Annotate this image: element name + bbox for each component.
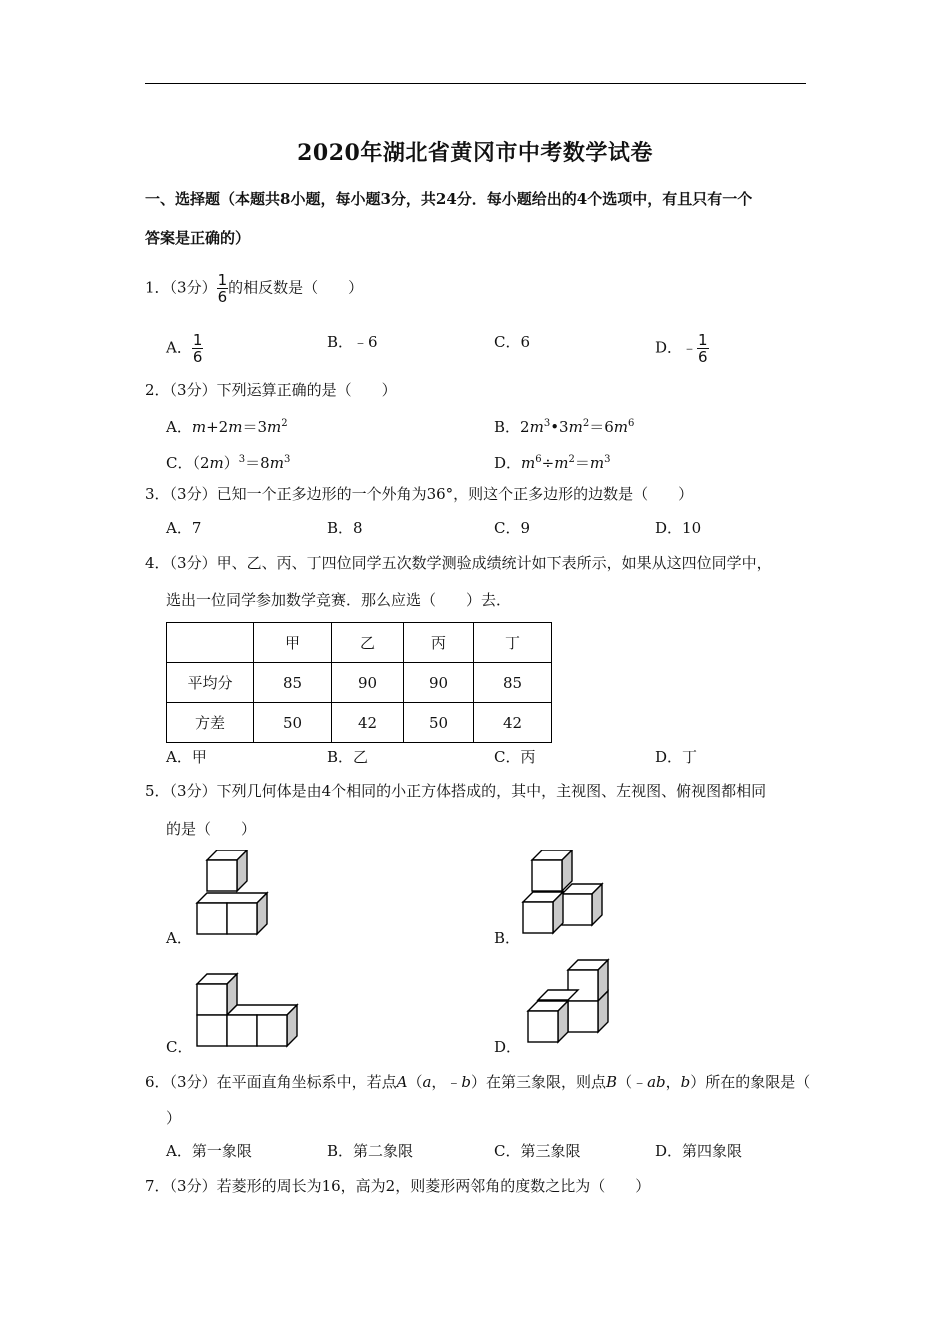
table-cell: 42 xyxy=(474,703,552,743)
cube-figure-b xyxy=(520,850,615,942)
q5-option-a[interactable]: A． xyxy=(166,929,192,947)
q6-option-c[interactable]: C．第三象限 xyxy=(494,1142,581,1160)
q2-option-a[interactable]: A．$m+2m=3m^2$ xyxy=(166,418,288,436)
q5-option-d[interactable]: D． xyxy=(494,1038,522,1056)
q4-option-d[interactable]: D．丁 xyxy=(655,748,698,766)
table-cell: 50 xyxy=(254,703,332,743)
q2-option-b[interactable]: B．$2m^3•3m^2=6m^6$ xyxy=(494,418,635,436)
question-5-line2: 的是（ ） xyxy=(166,820,257,838)
q1-option-c[interactable]: C．6 xyxy=(494,333,531,351)
table-cell: 乙 xyxy=(332,623,404,663)
q4-option-c[interactable]: C．丙 xyxy=(494,748,536,766)
question-4-line2: 选出一位同学参加数学竞赛．那么应选（ ）去． xyxy=(166,591,512,609)
q1-fraction: $\frac{1}{6}$ xyxy=(217,271,228,306)
table-cell: 85 xyxy=(474,663,552,703)
question-7: 7．（3分）若菱形的周长为16，高为2，则菱形两邻角的度数之比为（ ） xyxy=(145,1177,651,1195)
table-row xyxy=(167,703,552,743)
table-cell: 50 xyxy=(404,703,474,743)
question-6-line2: ） xyxy=(166,1109,182,1127)
score-table xyxy=(166,622,552,743)
q5-option-c[interactable]: C． xyxy=(166,1038,193,1056)
q5-option-b[interactable]: B． xyxy=(494,929,521,947)
q1-option-d[interactable]: D．﹣ $\frac{1}{6}$ xyxy=(655,331,708,366)
q3-option-b[interactable]: B．8 xyxy=(327,519,363,537)
question-6-line1: 6．（3分）在平面直角坐标系中，若点A（a，﹣b）在第三象限，则点B（﹣ab，b）所在的象限是（ xyxy=(145,1073,811,1091)
q2-option-d[interactable]: D．$m^6\div m^2=m^3$ xyxy=(494,454,611,472)
q3-option-c[interactable]: C．9 xyxy=(494,519,531,537)
question-5-line1: 5．（3分）下列几何体是由4个相同的小正方体搭成的，其中，主视图、左视图、俯视图都相同 xyxy=(145,782,767,800)
cube-figure-d xyxy=(522,958,617,1050)
header-rule xyxy=(145,83,806,84)
question-2: 2．（3分）下列运算正确的是（ ） xyxy=(145,381,397,399)
q3-option-d[interactable]: D．10 xyxy=(655,519,702,537)
table-row xyxy=(167,663,552,703)
question-1 xyxy=(145,272,815,305)
cube-figure-a xyxy=(190,850,280,942)
question-3: 3．（3分）已知一个正多边形的一个外角为36°，则这个正多边形的边数是（ ） xyxy=(145,485,694,503)
q1-score: （3分） xyxy=(169,278,217,297)
section-heading-line2: 答案是正确的） xyxy=(145,229,251,247)
table-cell: 90 xyxy=(404,663,474,703)
q4-option-a[interactable]: A．甲 xyxy=(166,748,207,766)
q4-option-b[interactable]: B．乙 xyxy=(327,748,369,766)
table-cell: 平均分 xyxy=(167,663,254,703)
question-4-line1: 4．（3分）甲、乙、丙、丁四位同学五次数学测验成绩统计如下表所示，如果从这四位同学中， xyxy=(145,554,772,572)
table-cell: 丁 xyxy=(474,623,552,663)
section-heading-line1: 一、选择题（本题共8小题，每小题3分，共24分．每小题给出的4个选项中，有且只有一个 xyxy=(145,190,753,208)
q1-option-b[interactable]: B．﹣6 xyxy=(327,333,378,351)
table-cell: 85 xyxy=(254,663,332,703)
q1-option-a[interactable]: A． $\frac{1}{6}$ xyxy=(166,331,203,366)
q1-text: 的相反数是（ ） xyxy=(228,278,364,297)
q6-option-b[interactable]: B．第二象限 xyxy=(327,1142,414,1160)
q6-option-a[interactable]: A．第一象限 xyxy=(166,1142,252,1160)
q6-option-d[interactable]: D．第四象限 xyxy=(655,1142,743,1160)
q1-number: 1． xyxy=(145,278,170,297)
table-cell: 90 xyxy=(332,663,404,703)
cube-figure-c xyxy=(192,968,307,1050)
table-cell: 42 xyxy=(332,703,404,743)
table-cell: 丙 xyxy=(404,623,474,663)
q3-option-a[interactable]: A．7 xyxy=(166,519,202,537)
table-header-row xyxy=(167,623,552,663)
q2-option-c[interactable]: C．$(2m)^3=8m^3$ xyxy=(166,454,291,472)
table-cell xyxy=(167,623,254,663)
table-cell: 方差 xyxy=(167,703,254,743)
page-title: 2020年湖北省黄冈市中考数学试卷 xyxy=(297,140,653,166)
table-cell: 甲 xyxy=(254,623,332,663)
